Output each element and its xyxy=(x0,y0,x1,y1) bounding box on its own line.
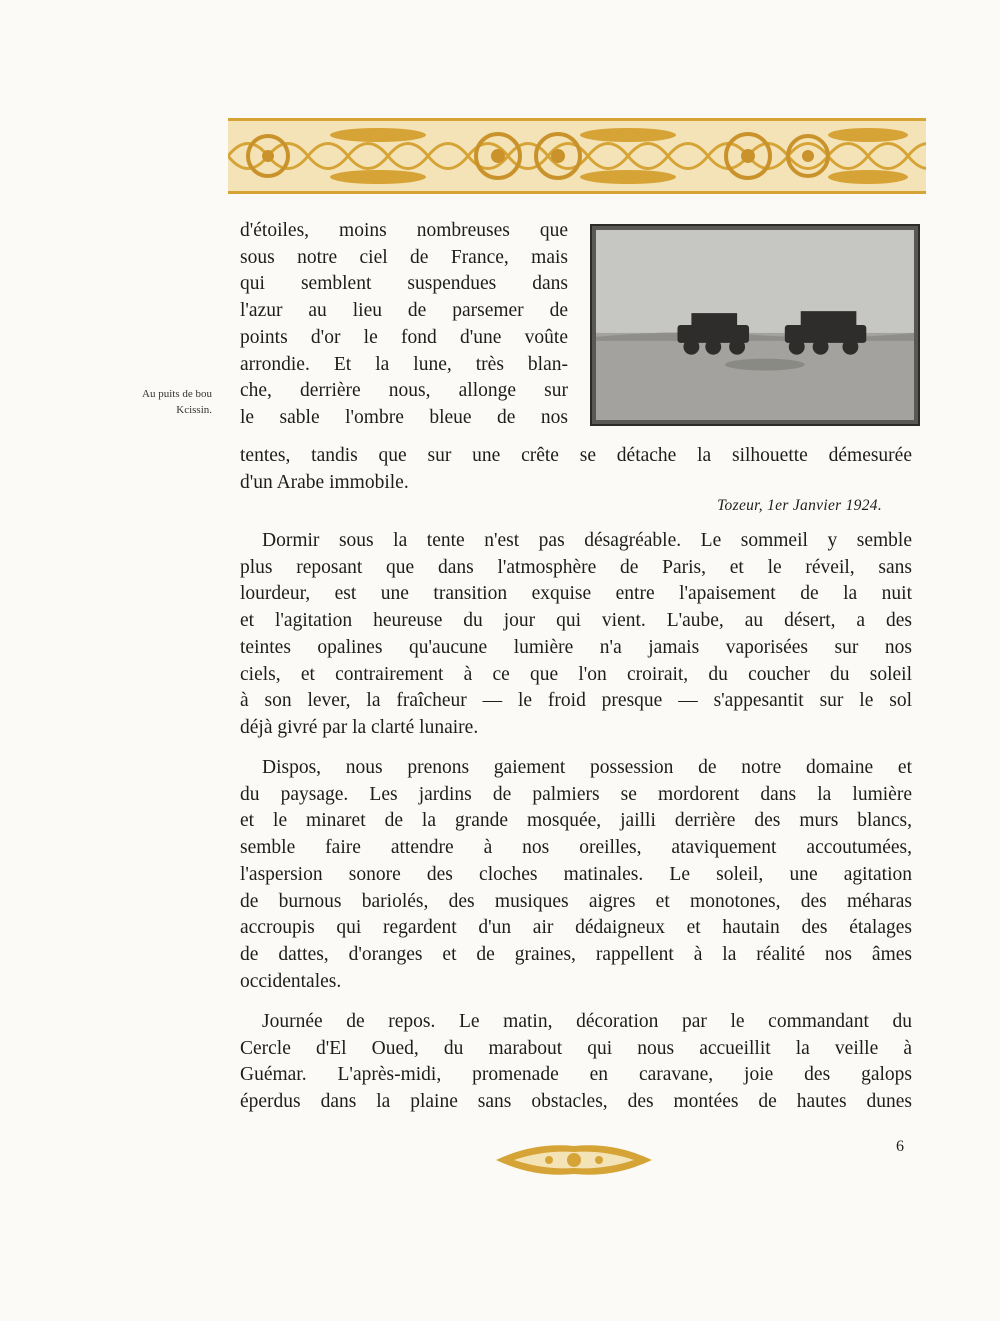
text-line: l'azur au lieu de parsemer de xyxy=(240,300,568,322)
ornamental-header-band xyxy=(228,118,926,194)
text-line: d'un Arabe immobile. xyxy=(240,471,409,493)
text-line: le sable l'ombre bleue de nos xyxy=(240,406,568,428)
text-line: Journée de repos. Le matin, décoration par le commandant du xyxy=(262,1011,912,1032)
caption-line: Au puits de bou xyxy=(142,388,212,400)
text-line: teintes opalines qu'aucune lumière n'a jamais vaporisées sur nos xyxy=(240,636,912,658)
text-line: Guémar. L'après-midi, promenade en caravane, joie des galops xyxy=(240,1064,912,1086)
place-date-signature: Tozeur, 1er Janvier 1924. xyxy=(717,497,882,514)
text-line: points d'or le fond d'une voûte xyxy=(240,326,568,348)
paragraph-2 xyxy=(240,755,912,995)
text-line: d'étoiles, moins nombreuses que xyxy=(240,220,568,241)
paragraph-1 xyxy=(240,528,912,742)
text-line: ciels, et contrairement à ce que l'on croirait, du coucher du soleil xyxy=(240,663,912,685)
text-line: semble faire attendre à nos oreilles, ataviquement accoutumées, xyxy=(240,837,912,859)
paragraph-3 xyxy=(240,1009,912,1116)
photo-image xyxy=(596,230,914,420)
text-line: tentes, tandis que sur une crête se détache la silhouette démesurée xyxy=(240,445,912,466)
arabesque-footer-icon xyxy=(494,1138,654,1182)
photograph-desert-vehicles-icon xyxy=(596,230,914,420)
text-line: plus reposant que dans l'atmosphère de Paris, et le réveil, sans xyxy=(240,556,912,578)
text-line: de burnous bariolés, des musiques aigres et monotones, des méharas xyxy=(240,890,912,912)
arabesque-ornament-icon xyxy=(228,121,926,191)
text-line: Cercle d'El Oued, du marabout qui nous accueillit la veille à xyxy=(240,1037,912,1059)
text-line: arrondie. Et la lune, très blan- xyxy=(240,353,568,375)
text-line: Dispos, nous prenons gaiement possession de notre domaine et xyxy=(262,757,912,778)
text-line: Dormir sous la tente n'est pas désagréable. Le sommeil y semble xyxy=(262,530,912,551)
text-line: et l'agitation heureuse du jour qui vient. L'aube, au désert, a des xyxy=(240,610,912,632)
page-number: 6 xyxy=(896,1138,904,1155)
text-line: du paysage. Les jardins de palmiers se mordorent dans la lumière xyxy=(240,783,912,805)
text-line: sous notre ciel de France, mais xyxy=(240,246,568,268)
photograph xyxy=(590,224,920,426)
text-line: à son lever, la fraîcheur — le froid presque — s'appesantit sur le sol xyxy=(240,690,912,712)
photo-caption xyxy=(108,386,212,418)
text-line: l'aspersion sonore des cloches matinales. Le soleil, une agitation xyxy=(240,863,912,885)
text-continuation xyxy=(240,443,912,496)
text-line: déjà givré par la clarté lunaire. xyxy=(240,716,479,738)
text-line: qui semblent suspendues dans xyxy=(240,273,568,295)
text-line: de dattes, d'oranges et de graines, rappellent à la réalité nos âmes xyxy=(240,943,912,965)
text-line: et le minaret de la grande mosquée, jailli derrière des murs blancs, xyxy=(240,810,912,832)
text-line: accroupis qui regardent d'un air dédaigneux et hautain des étalages xyxy=(240,917,912,939)
text-line: lourdeur, est une transition exquise entre l'apaisement de la nuit xyxy=(240,583,912,605)
text-line: occidentales. xyxy=(240,970,342,992)
footer-ornament xyxy=(494,1138,654,1182)
caption-line: Kcissin. xyxy=(176,404,212,416)
text-wrap-column xyxy=(240,218,568,432)
text-line: éperdus dans la plaine sans obstacles, des montées de hautes dunes xyxy=(240,1091,912,1113)
text-line: che, derrière nous, allonge sur xyxy=(240,380,568,402)
